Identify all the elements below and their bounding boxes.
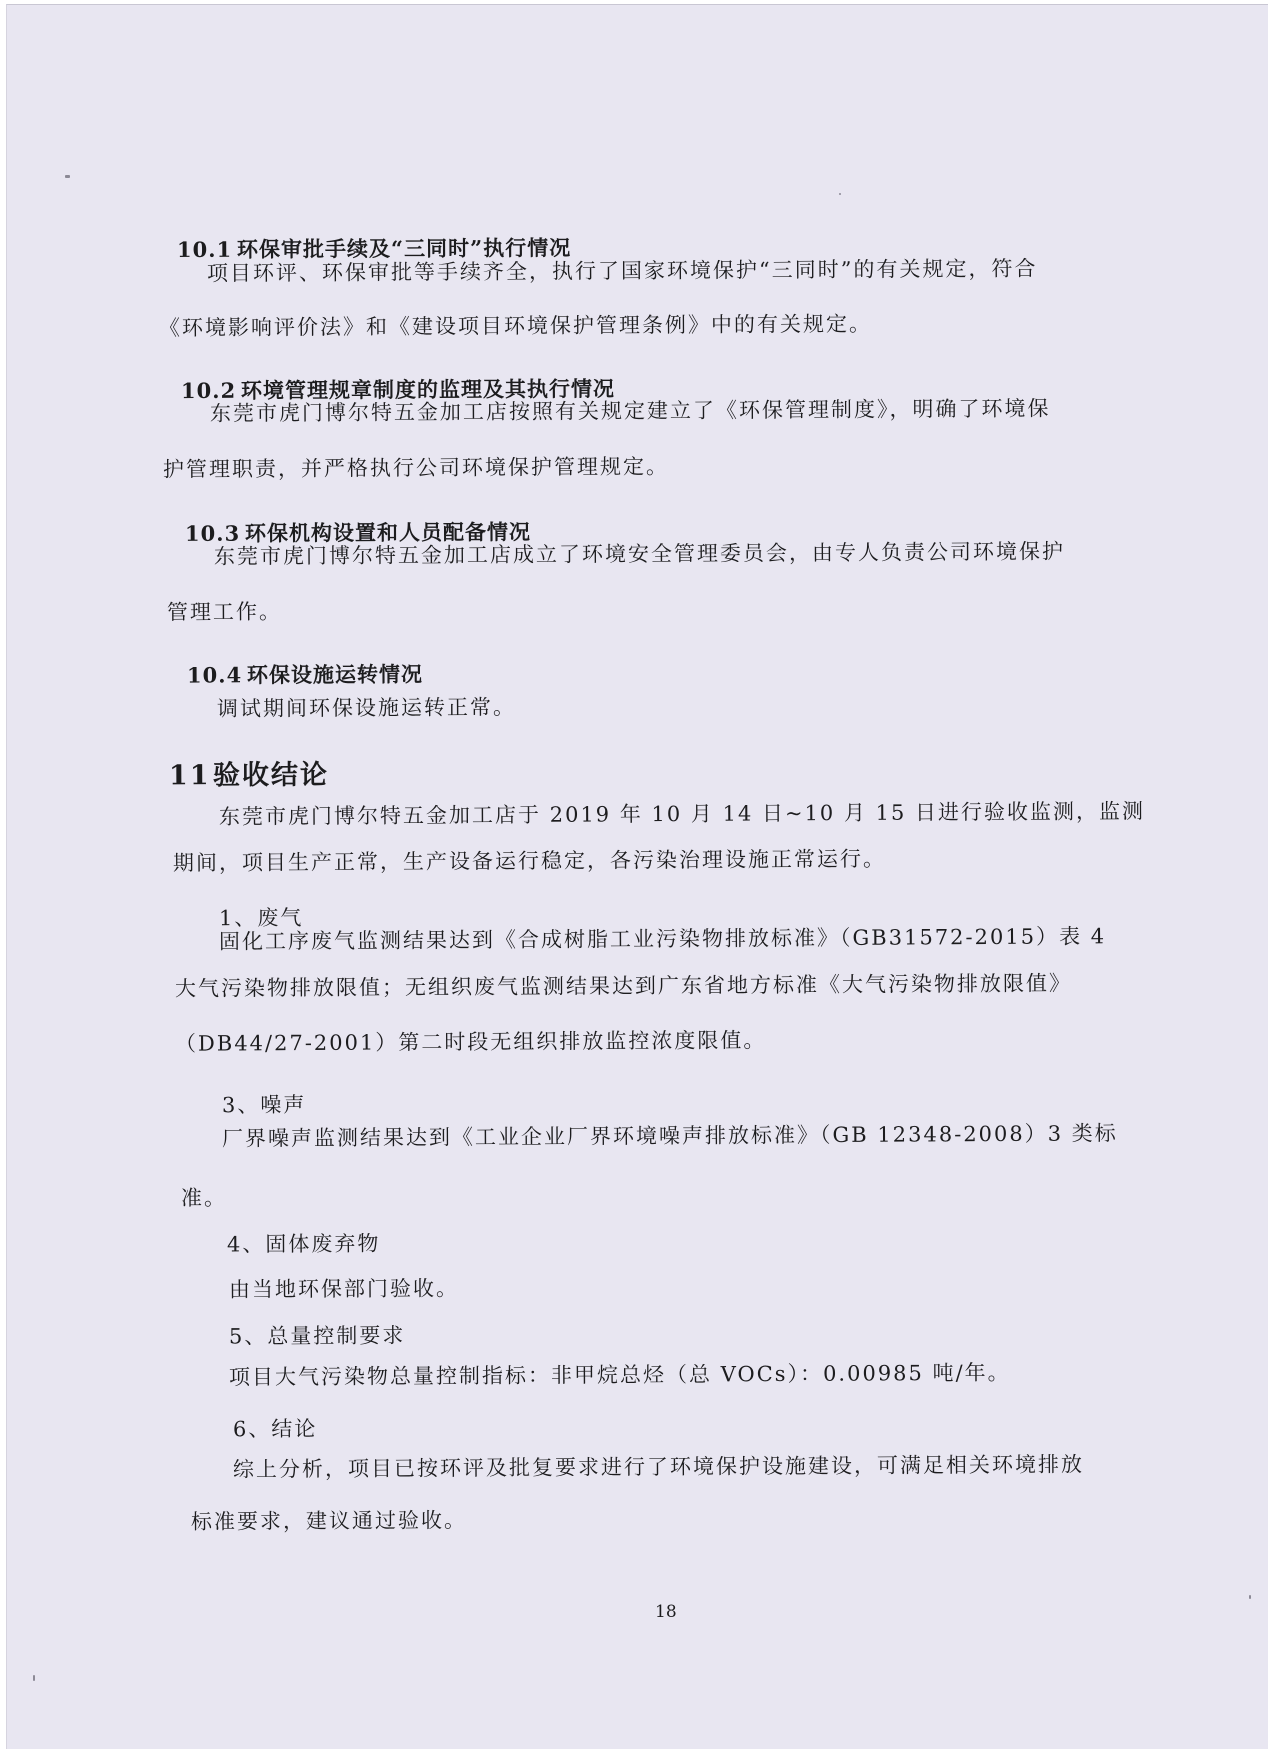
paragraph-line: 调试期间环保设施运转正常。: [216, 695, 517, 721]
paragraph-line: 大气污染物排放限值；无组织废气监测结果达到广东省地方标准《大气污染物排放限值》: [174, 971, 1073, 1001]
paragraph-line: 项目环评、环保审批等手续齐全，执行了国家环境保护“三同时”的有关规定，符合: [206, 256, 1038, 286]
paragraph-line: 项目大气污染物总量控制指标：非甲烷总烃（总 VOCs）：0.00985 吨/年。: [228, 1360, 1011, 1390]
section-number: 10.3: [184, 520, 241, 546]
item-title: 3、噪声: [221, 1092, 307, 1118]
paragraph-line: 标准要求，建议通过验收。: [190, 1508, 468, 1534]
chapter-title: 验收结论: [212, 759, 330, 792]
section-title: 环保设施运转情况: [246, 661, 424, 688]
paragraph-line: 由当地环保部门验收。: [228, 1276, 460, 1302]
section-number: 10.2: [180, 377, 237, 404]
paragraph-line: 厂界噪声监测结果达到《工业企业厂界环境噪声排放标准》（GB 12348-2008）3 类标: [221, 1121, 1118, 1151]
scan-speck: [65, 175, 70, 178]
paragraph-line: 东莞市虎门博尔特五金加工店按照有关规定建立了《环保管理制度》，明确了环境保: [209, 396, 1051, 426]
page-number: 18: [655, 1602, 677, 1622]
paragraph-line: 东莞市虎门博尔特五金加工店于 2019 年 10 月 14 日~10 月 15 日进行验收监测，监测: [218, 799, 1146, 829]
paragraph-line: 综上分析，项目已按环评及批复要求进行了环境保护设施建设，可满足相关环境排放: [232, 1452, 1085, 1482]
paragraph-line: 护管理职责，并严格执行公司环境保护管理规定。: [162, 454, 670, 482]
scan-speck: [33, 1675, 35, 1681]
chapter-heading-11: [169, 753, 329, 793]
scan-speck: [839, 193, 841, 195]
section-heading-10-4: [187, 658, 423, 689]
section-number: 10.4: [186, 662, 243, 688]
paragraph-line: 固化工序废气监测结果达到《合成树脂工业污染物排放标准》（GB31572-2015）表 4: [218, 924, 1107, 954]
paragraph-line: 《环境影响评价法》和《建设项目环境保护管理条例》中的有关规定。: [158, 311, 873, 341]
item-title: 4、固体废弃物: [226, 1231, 381, 1257]
section-title: 环境管理规章制度的监理及其执行情况: [240, 375, 616, 403]
paragraph-line: （DB44/27-2001）第二时段无组织排放监控浓度限值。: [174, 1028, 767, 1056]
chapter-number: 11: [168, 760, 211, 792]
paragraph-line: 东莞市虎门博尔特五金加工店成立了环境安全管理委员会，由专人负责公司环境保护: [213, 539, 1066, 569]
section-title: 环保审批手续及“三同时”执行情况: [236, 234, 572, 262]
paragraph-line: 管理工作。: [166, 599, 283, 625]
section-title: 环保机构设置和人员配备情况: [244, 519, 532, 546]
item-title: 1、废气: [218, 905, 304, 931]
scan-speck: [1249, 1595, 1251, 1599]
section-number: 10.1: [176, 236, 233, 263]
item-title: 5、总量控制要求: [228, 1323, 406, 1349]
item-title: 6、结论: [232, 1416, 318, 1442]
paragraph-line: 期间，项目生产正常，生产设备运行稳定，各污染治理设施正常运行。: [172, 846, 887, 876]
scanned-page: [6, 4, 1268, 1749]
paragraph-line: 准。: [180, 1185, 228, 1211]
